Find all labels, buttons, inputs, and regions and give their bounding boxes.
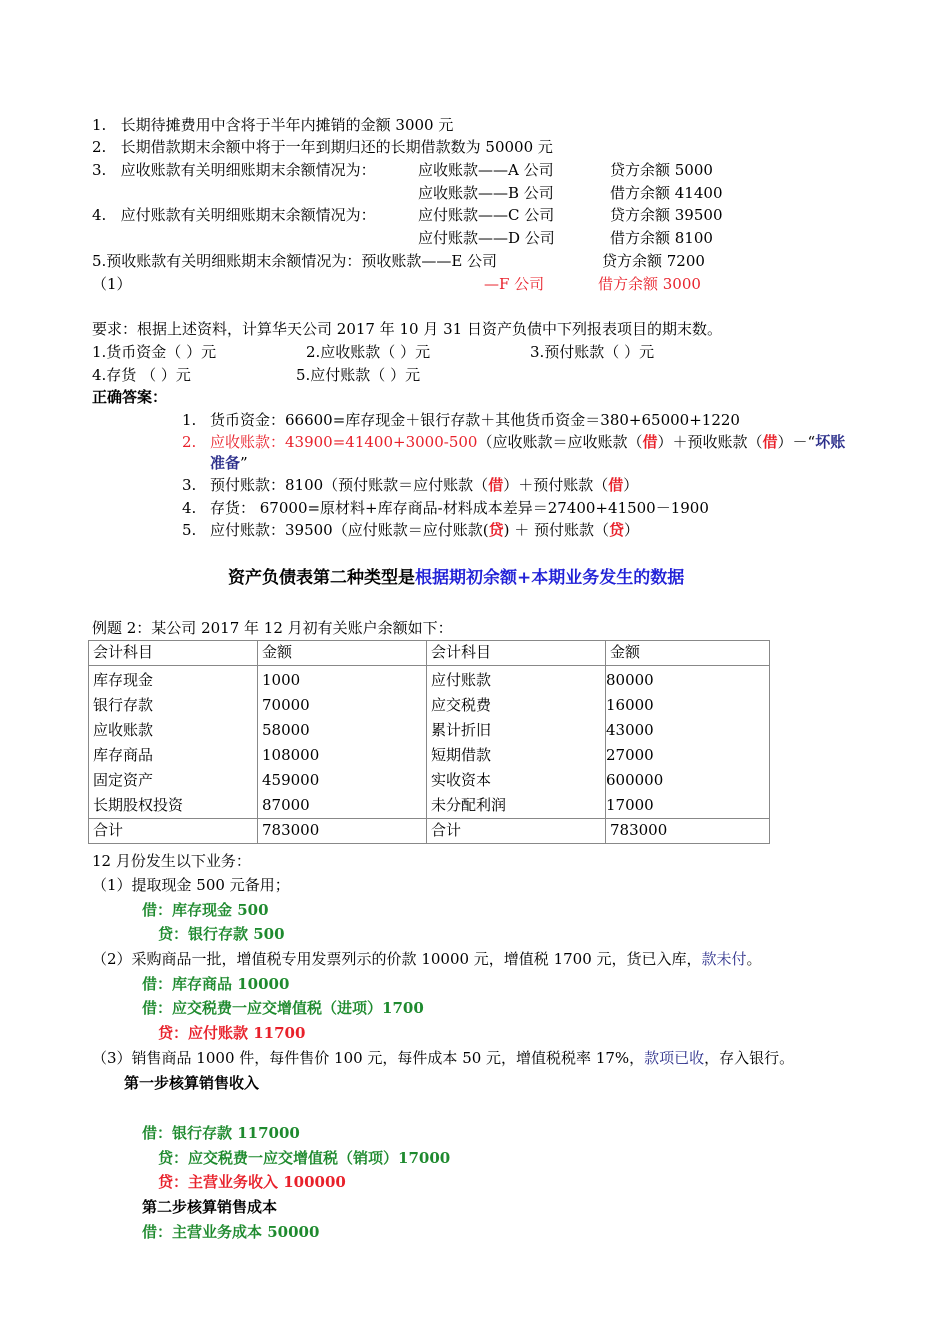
table-cell: 1000 <box>262 671 301 689</box>
debit-mark: 借 <box>762 433 778 451</box>
table-cell: 未分配利润 <box>431 796 507 814</box>
answer-3-text: 预付账款：8100（预付账款＝应付账款（ <box>210 476 489 494</box>
step-1-heading: 第一步核算销售收入 <box>124 1074 260 1092</box>
ar-a-name: 应收账款——A 公司 <box>418 161 554 179</box>
ap-d-name: 应付账款——D 公司 <box>418 229 555 247</box>
journal-entry-credit: 贷：应交税费一应交增值税（销项）17000 <box>158 1149 451 1167</box>
table-cell: 17000 <box>606 796 654 814</box>
transaction-2-text: （2）采购商品一批，增值税专用发票列示的价款 10000 元，增值税 1700 元，货已入库， <box>92 950 702 968</box>
answer-5-text: ） <box>624 521 640 539</box>
answer-2-highlight: 坏账 <box>815 433 846 451</box>
table-cell: 783000 <box>258 819 427 844</box>
answer-num: 1. <box>182 411 197 429</box>
left-amounts-cell <box>258 666 427 819</box>
answer-num: 5. <box>182 521 197 539</box>
table-header: 金额 <box>606 641 770 666</box>
journal-entry-credit: 贷：应付账款 11700 <box>158 1024 306 1042</box>
ar-a-balance: 贷方余额 5000 <box>610 161 713 179</box>
intro-item-4 <box>92 204 376 226</box>
table-cell: 固定资产 <box>93 771 154 789</box>
table-cell: 银行存款 <box>93 696 154 714</box>
table-header: 金额 <box>258 641 427 666</box>
debit-mark: 借 <box>488 476 504 494</box>
account-balance-table <box>88 640 770 844</box>
table-cell: 87000 <box>262 796 310 814</box>
step-2-heading: 第二步核算销售成本 <box>142 1198 278 1216</box>
table-cell: 27000 <box>606 746 654 764</box>
transaction-3-highlight: 款项已收 <box>644 1049 705 1067</box>
answer-num: 4. <box>182 499 197 517</box>
intro-num: 3. <box>92 161 107 179</box>
table-cell: 长期股权投资 <box>93 796 184 814</box>
journal-entry-credit: 贷：主营业务收入 100000 <box>158 1173 346 1191</box>
question-1: 1.货币资金（ ）元 <box>92 343 217 361</box>
journal-entry-debit: 借：银行存款 117000 <box>142 1124 300 1142</box>
table-body-row <box>89 666 770 819</box>
table-cell: 应付账款 <box>431 671 492 689</box>
answer-3-text: ）＋预付账款（ <box>503 476 609 494</box>
intro-item-2 <box>92 136 553 158</box>
answer-2-text: （应收账款＝应收账款（ <box>477 433 643 451</box>
table-cell: 库存商品 <box>93 746 154 764</box>
answer-5-text: 应付账款：39500（应付账款＝应付账款( <box>210 521 489 539</box>
answer-4: 存货： 67000=原材料+库存商品-材料成本差异＝27400+41500－1900 <box>210 499 709 517</box>
ar-b-balance: 借方余额 41400 <box>610 184 723 202</box>
table-total-row <box>89 819 770 844</box>
intro-text: 应付账款有关明细账期末余额情况为： <box>120 206 376 224</box>
advance-f-name: —F 公司 <box>484 275 545 293</box>
table-cell: 短期借款 <box>431 746 492 764</box>
left-accounts-cell <box>89 666 258 819</box>
advance-line: 5.预收账款有关明细账期末余额情况为：预收账款——E 公司 <box>92 252 498 270</box>
section-title <box>228 567 684 589</box>
table-cell: 600000 <box>606 771 664 789</box>
question-2: 2.应收账款（ ）元 <box>306 343 431 361</box>
transaction-2-highlight: 款未付 <box>701 950 747 968</box>
advance-e-balance: 贷方余额 7200 <box>602 252 705 270</box>
intro-num: 4. <box>92 206 107 224</box>
table-header: 会计科目 <box>89 641 258 666</box>
table-cell: 实收资本 <box>431 771 492 789</box>
intro-text: 应收账款有关明细账期末余额情况为： <box>120 161 376 179</box>
right-amounts-cell <box>606 666 770 819</box>
intro-text: 长期待摊费用中含将于半年内摊销的金额 3000 元 <box>120 116 454 134</box>
answer-2 <box>210 431 845 453</box>
table-cell: 783000 <box>606 819 770 844</box>
table-cell: 合计 <box>427 819 606 844</box>
table-cell: 库存现金 <box>93 671 154 689</box>
answer-num: 2. <box>182 433 197 451</box>
answer-3 <box>210 474 638 496</box>
table-cell: 108000 <box>262 746 320 764</box>
intro-item-3 <box>92 159 376 181</box>
table-cell: 70000 <box>262 696 310 714</box>
answer-heading: 正确答案： <box>92 388 168 406</box>
table-header: 会计科目 <box>427 641 606 666</box>
journal-entry-debit: 借：主营业务成本 50000 <box>142 1223 320 1241</box>
requirement-text: 要求：根据上述资料，计算华天公司 2017 年 10 月 31 日资产负债中下列报表项目的期末数。 <box>92 320 722 338</box>
answer-3-text: ） <box>623 476 639 494</box>
answer-2-formula: 应收账款：43900=41400+3000-500 <box>210 433 478 451</box>
answer-2-text: ）＋预收账款（ <box>657 433 763 451</box>
right-accounts-cell <box>427 666 606 819</box>
answer-2-text: ）－“ <box>777 433 816 451</box>
intro-text: 长期借款期末余额中将于一年到期归还的长期借款数为 50000 元 <box>120 138 553 156</box>
transaction-2-text: 。 <box>746 950 762 968</box>
advance-label: （1） <box>92 275 132 293</box>
ap-d-balance: 借方余额 8100 <box>610 229 713 247</box>
question-3: 3.预付账款（ ）元 <box>530 343 655 361</box>
advance-f-balance: 借方余额 3000 <box>598 275 701 293</box>
table-cell: 459000 <box>262 771 320 789</box>
transactions-intro: 12 月份发生以下业务： <box>92 852 251 870</box>
table-cell: 43000 <box>606 721 654 739</box>
ap-c-balance: 贷方余额 39500 <box>610 206 723 224</box>
table-cell: 应收账款 <box>93 721 154 739</box>
journal-entry-debit: 借：应交税费一应交增值税（进项）1700 <box>142 999 424 1017</box>
question-4: 4.存货 （ ）元 <box>92 366 191 384</box>
answer-num: 3. <box>182 476 197 494</box>
answer-2-cont <box>210 452 248 474</box>
answer-5-text: ) ＋ 预付账款（ <box>503 521 609 539</box>
credit-mark: 贷 <box>488 521 504 539</box>
answer-2-highlight: 准备 <box>210 454 241 472</box>
table-cell: 应交税费 <box>431 696 492 714</box>
example-intro: 例题 2：某公司 2017 年 12 月初有关账户余额如下： <box>92 619 453 637</box>
intro-num: 2. <box>92 138 107 156</box>
intro-num: 1. <box>92 116 107 134</box>
table-cell: 16000 <box>606 696 654 714</box>
journal-entry-credit: 贷：银行存款 500 <box>158 925 285 943</box>
question-5: 5.应付账款（ ）元 <box>296 366 421 384</box>
transaction-2 <box>92 948 762 970</box>
journal-entry-debit: 借：库存现金 500 <box>142 901 269 919</box>
table-header-row <box>89 641 770 666</box>
transaction-1: （1）提取现金 500 元备用； <box>92 876 290 894</box>
section-title-highlight: 根据期初余额+本期业务发生的数据 <box>415 568 685 588</box>
table-cell: 累计折旧 <box>431 721 492 739</box>
ar-b-name: 应收账款——B 公司 <box>418 184 554 202</box>
table-cell: 58000 <box>262 721 310 739</box>
answer-2-text: ” <box>240 454 248 472</box>
table-cell: 80000 <box>606 671 654 689</box>
answer-1: 货币资金：66600=库存现金＋银行存款＋其他货币资金＝380+65000+1220 <box>210 411 740 429</box>
journal-entry-debit: 借：库存商品 10000 <box>142 975 290 993</box>
debit-mark: 借 <box>608 476 624 494</box>
debit-mark: 借 <box>642 433 658 451</box>
intro-item-1 <box>92 114 453 136</box>
transaction-3-text: ，存入银行。 <box>704 1049 795 1067</box>
transaction-3 <box>92 1047 794 1069</box>
transaction-3-text: （3）销售商品 1000 件，每件售价 100 元，每件成本 50 元，增值税税率 17%， <box>92 1049 645 1067</box>
ap-c-name: 应付账款——C 公司 <box>418 206 555 224</box>
table-cell: 合计 <box>89 819 258 844</box>
credit-mark: 贷 <box>608 521 624 539</box>
answer-5 <box>210 519 639 541</box>
section-title-part: 资产负债表第二种类型是 <box>228 568 415 588</box>
